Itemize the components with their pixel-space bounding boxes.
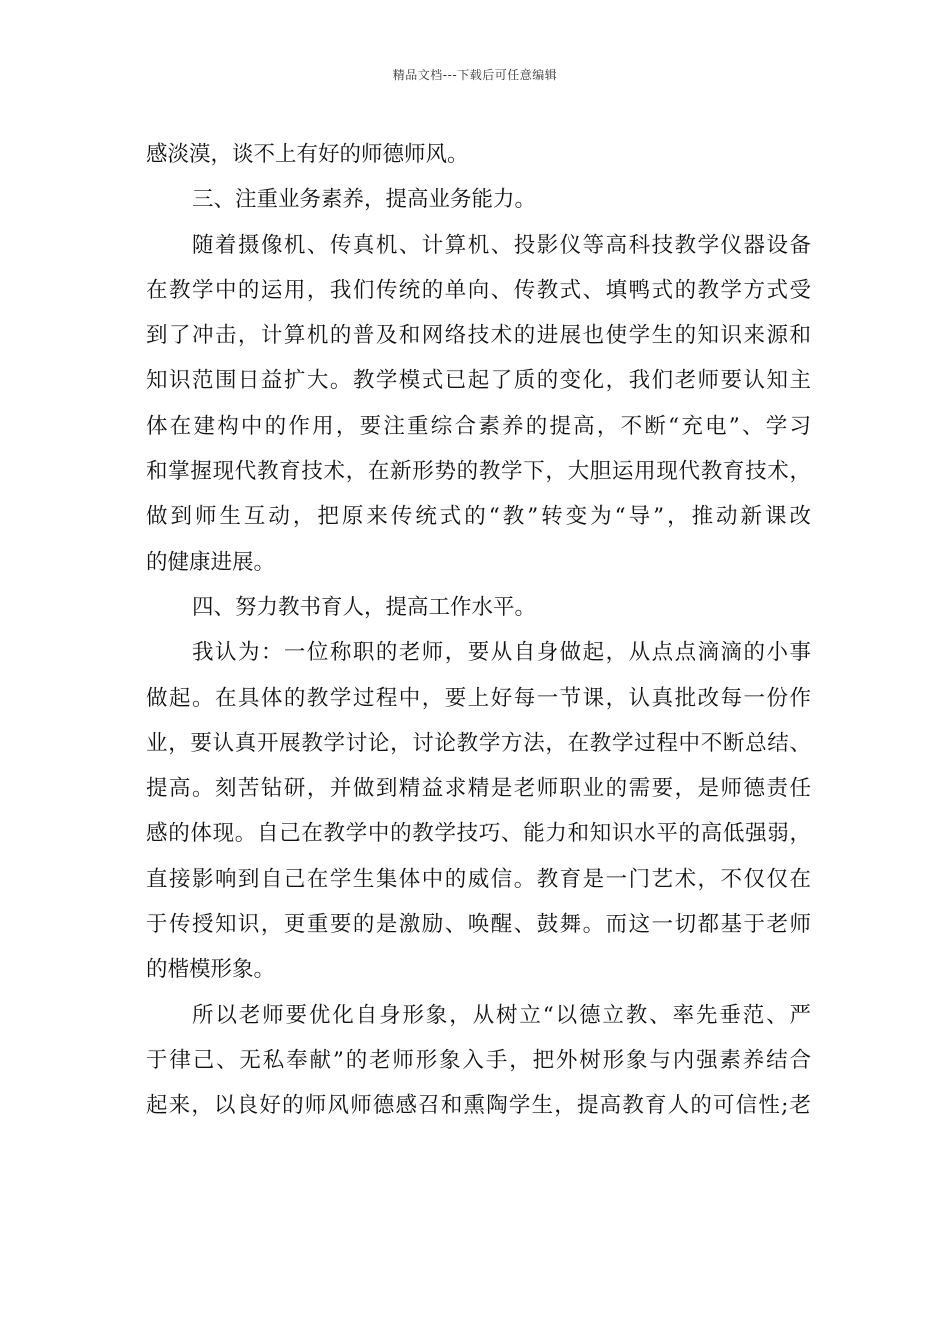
text-line: 直接影响到自己在学生集体中的威信。教育是一门艺术，不仅仅在 — [146, 866, 811, 892]
text-line: 随着摄像机、传真机、计算机、投影仪等高科技教学仪器设备 — [192, 232, 811, 258]
text-line: 和掌握现代教育技术，在新形势的教学下，大胆运用现代教育技术， — [146, 459, 811, 485]
text-line: 于传授知识，更重要的是激励、唤醒、鼓舞。而这一切都基于老师 — [146, 912, 811, 938]
text-line: 在教学中的运用，我们传统的单向、传教式、填鸭式的教学方式受 — [146, 277, 811, 303]
document-body — [146, 132, 811, 1129]
page-header: 精品文档---下载后可任意编辑 — [392, 68, 558, 82]
text-line: 我认为：一位称职的老师，要从自身做起，从点点滴滴的小事 — [192, 640, 811, 666]
text-line: 做到师生互动，把原来传统式的“教”转变为“导”，推动新课改 — [146, 504, 811, 530]
text-line: 的健康进展。 — [146, 549, 276, 575]
text-line: 提高。刻苦钻研，并做到精益求精是老师职业的需要，是师德责任 — [146, 776, 811, 802]
text-line: 起来，以良好的师风师德感召和熏陶学生，提高教育人的可信性;老 — [146, 1093, 811, 1119]
text-line: 所以老师要优化自身形象，从树立“以德立教、率先垂范、严 — [192, 1002, 811, 1028]
text-line: 感的体现。自己在教学中的教学技巧、能力和知识水平的高低强弱， — [146, 821, 811, 847]
text-line: 体在建构中的作用，要注重综合素养的提高，不断“充电”、学习 — [146, 413, 811, 439]
text-line: 到了冲击，计算机的普及和网络技术的进展也使学生的知识来源和 — [146, 323, 811, 349]
text-line: 知识范围日益扩大。教学模式已起了质的变化，我们老师要认知主 — [146, 368, 811, 394]
section-heading-3: 三、注重业务素养，提高业务能力。 — [192, 187, 537, 213]
text-line: 感淡漠，谈不上有好的师德师风。 — [146, 142, 469, 167]
section-heading-4: 四、努力教书育人，提高工作水平。 — [192, 594, 537, 620]
text-line: 做起。在具体的教学过程中，要上好每一节课，认真批改每一份作 — [146, 685, 811, 711]
text-line: 的楷模形象。 — [146, 957, 276, 983]
text-line: 于律己、无私奉献”的老师形象入手，把外树形象与内强素养结合 — [146, 1047, 811, 1073]
text-line: 业，要认真开展教学讨论，讨论教学方法，在教学过程中不断总结、 — [146, 730, 811, 756]
